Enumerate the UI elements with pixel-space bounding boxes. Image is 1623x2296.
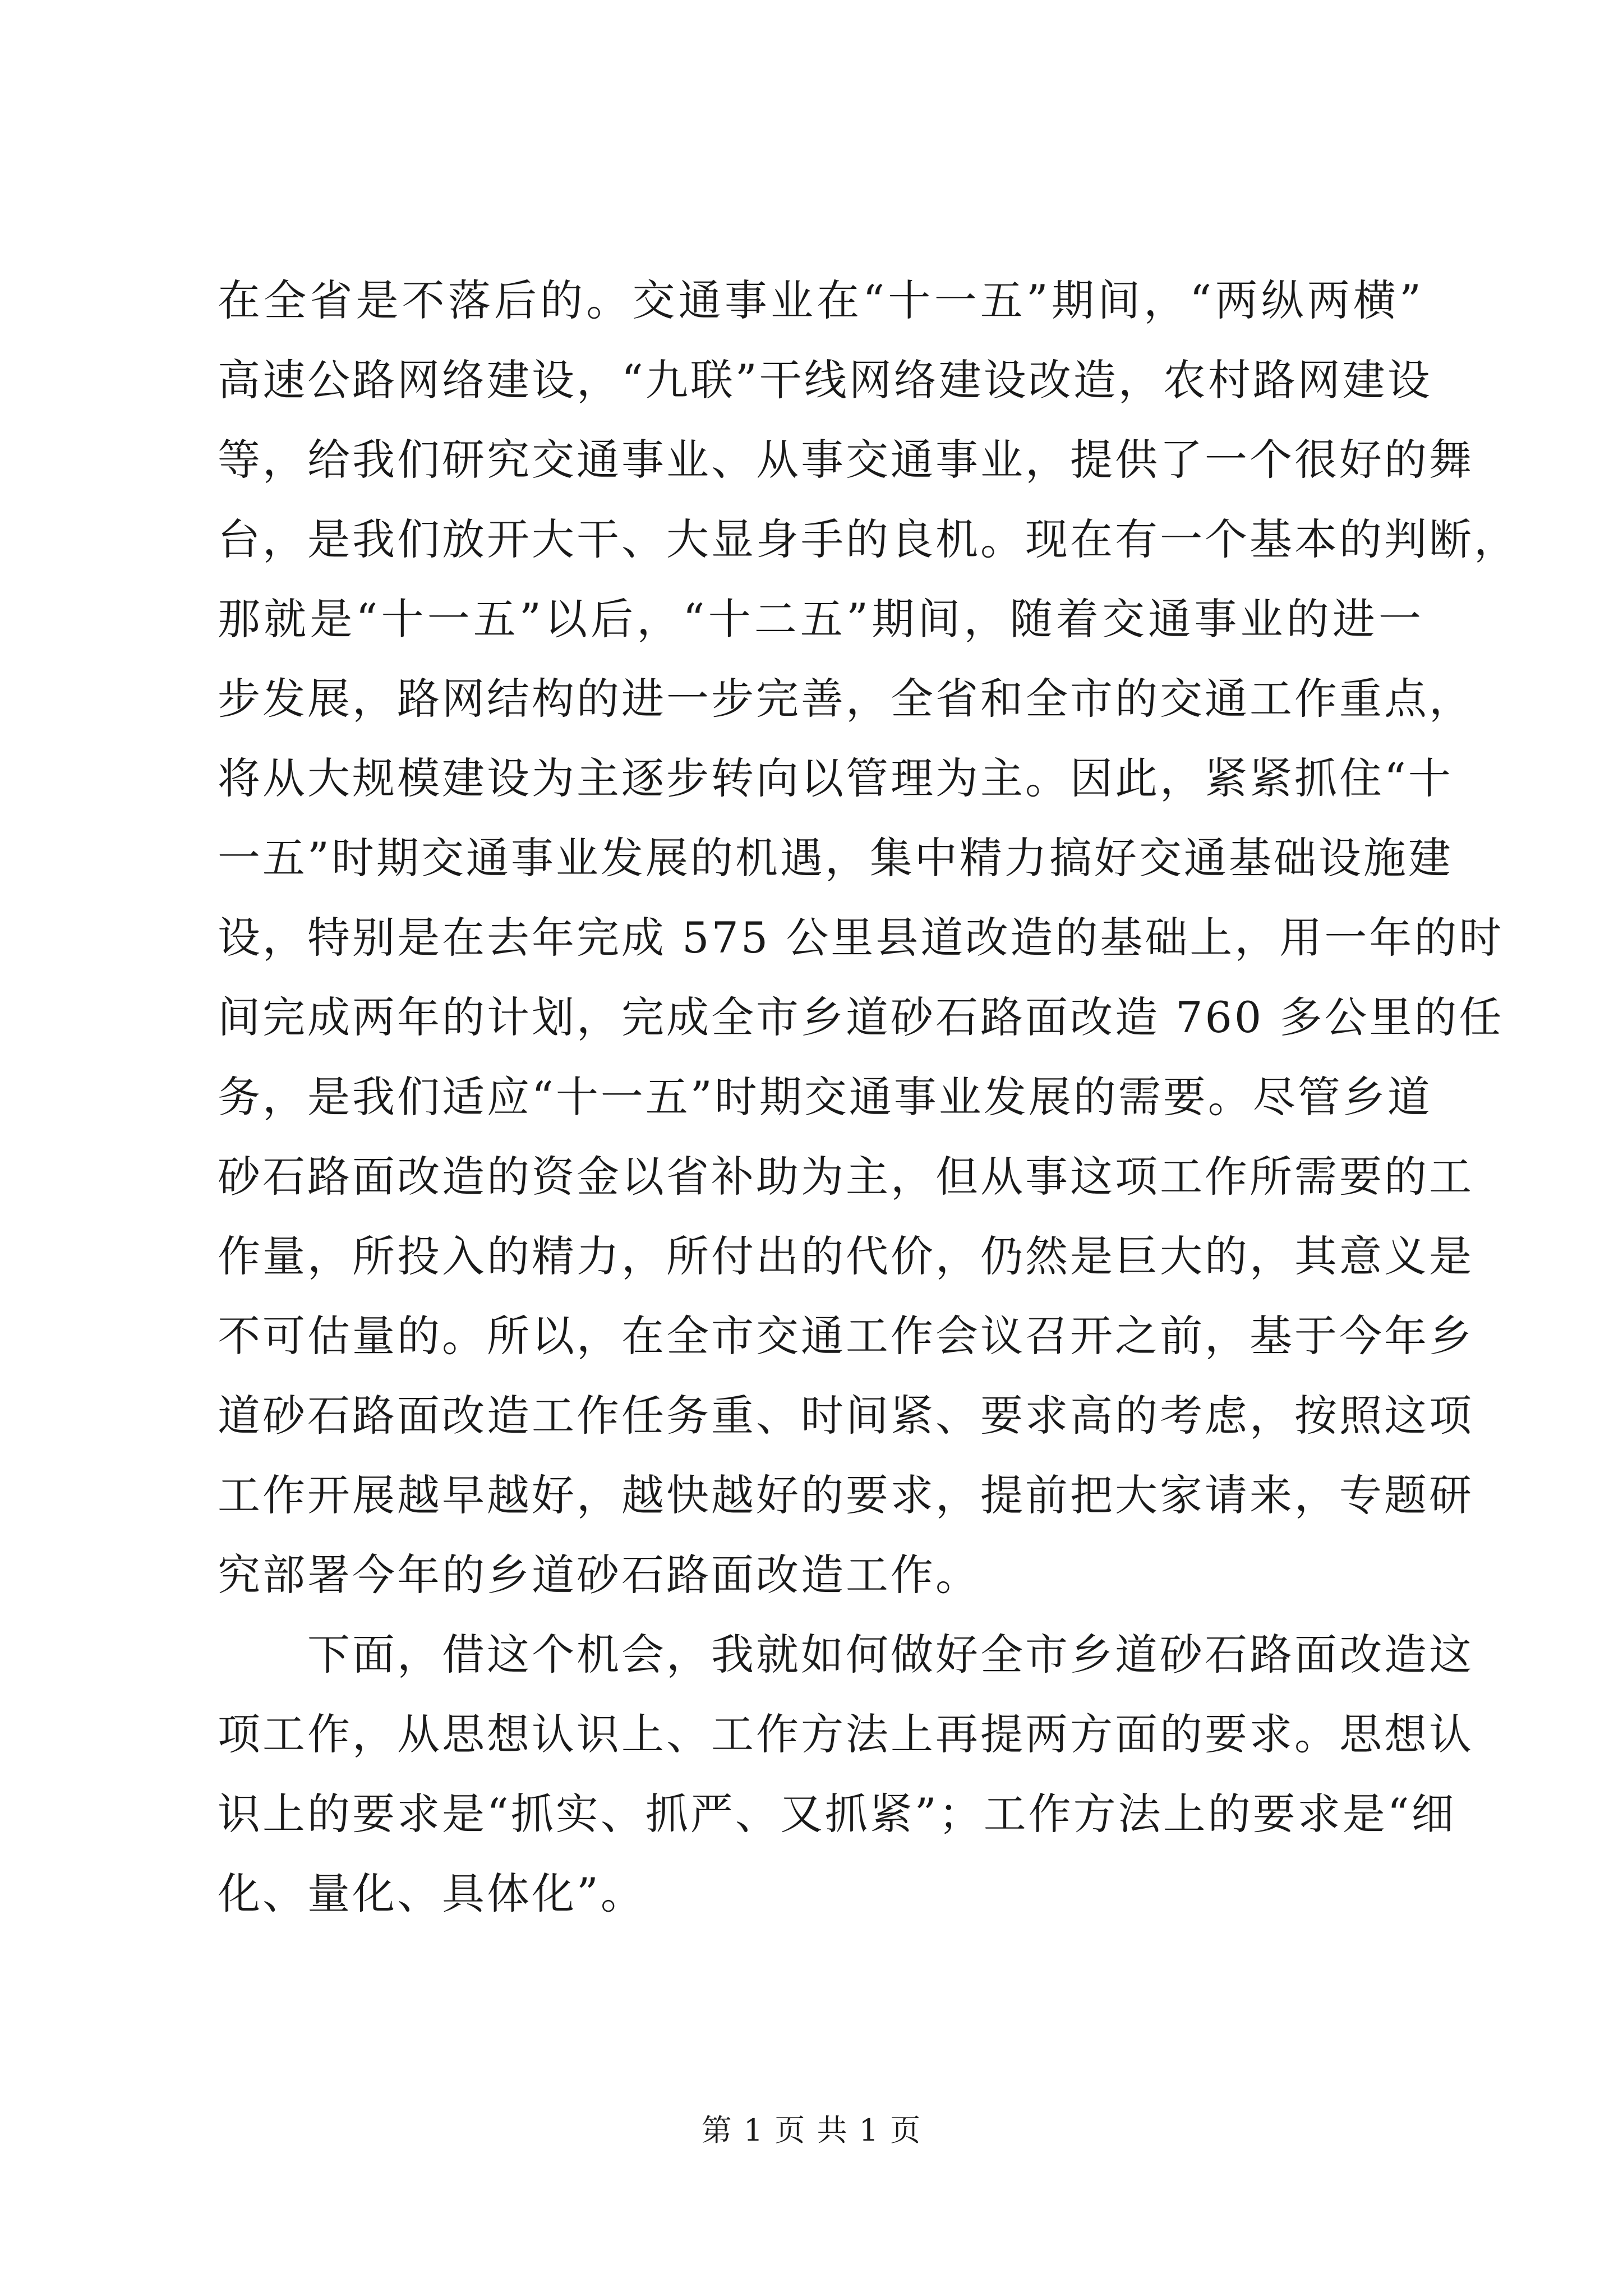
text-line: 工作开展越早越好，越快越好的要求，提前把大家请来，专题研 (218, 1470, 1474, 1520)
text-line: 等，给我们研究交通事业、从事交通事业，提供了一个很好的舞 (218, 435, 1474, 485)
text-line: 步发展，路网结构的进一步完善，全省和全市的交通工作重点， (218, 674, 1474, 724)
text-line: 不可估量的。所以，在全市交通工作会议召开之前，基于今年乡 (218, 1311, 1474, 1361)
text-line: 间完成两年的计划，完成全市乡道砂石路面改造 760 多公里的任 (218, 992, 1504, 1042)
text-line: 在全省是不落后的。交通事业在“十一五”期间，“两纵两横” (218, 275, 1423, 325)
document-body (218, 261, 1519, 1934)
text-line: 下面，借这个机会，我就如何做好全市乡道砂石路面改造这 (307, 1630, 1474, 1680)
text-line: 究部署今年的乡道砂石路面改造工作。 (218, 1550, 980, 1600)
text-line: 道砂石路面改造工作任务重、时间紧、要求高的考虑，按照这项 (218, 1391, 1474, 1441)
text-line: 砂石路面改造的资金以省补助为主，但从事这项工作所需要的工 (218, 1152, 1474, 1202)
page-number-footer: 第 1 页 共 1 页 (701, 2113, 922, 2148)
text-line: 台，是我们放开大干、大显身手的良机。现在有一个基本的判断， (218, 514, 1519, 564)
text-line: 设，特别是在去年完成 575 公里县道改造的基础上，用一年的时 (218, 913, 1504, 963)
text-line: 务，是我们适应“十一五”时期交通事业发展的需要。尽管乡道 (218, 1072, 1432, 1122)
text-line: 项工作，从思想认识上、工作方法上再提两方面的要求。思想认 (218, 1709, 1474, 1759)
text-line: 化、量化、具体化”。 (218, 1869, 645, 1918)
text-line: 识上的要求是“抓实、抓严、又抓紧”；工作方法上的要求是“细 (218, 1789, 1456, 1839)
text-line: 将从大规模建设为主逐步转向以管理为主。因此，紧紧抓住“十 (218, 753, 1453, 803)
text-line: 一五”时期交通事业发展的机遇，集中精力搞好交通基础设施建 (218, 833, 1453, 883)
text-line: 高速公路网络建设，“九联”干线网络建设改造，农村路网建设 (218, 355, 1432, 405)
text-line: 作量，所投入的精力，所付出的代价，仍然是巨大的，其意义是 (218, 1231, 1474, 1281)
text-line: 那就是“十一五”以后，“十二五”期间，随着交通事业的进一 (218, 594, 1423, 644)
